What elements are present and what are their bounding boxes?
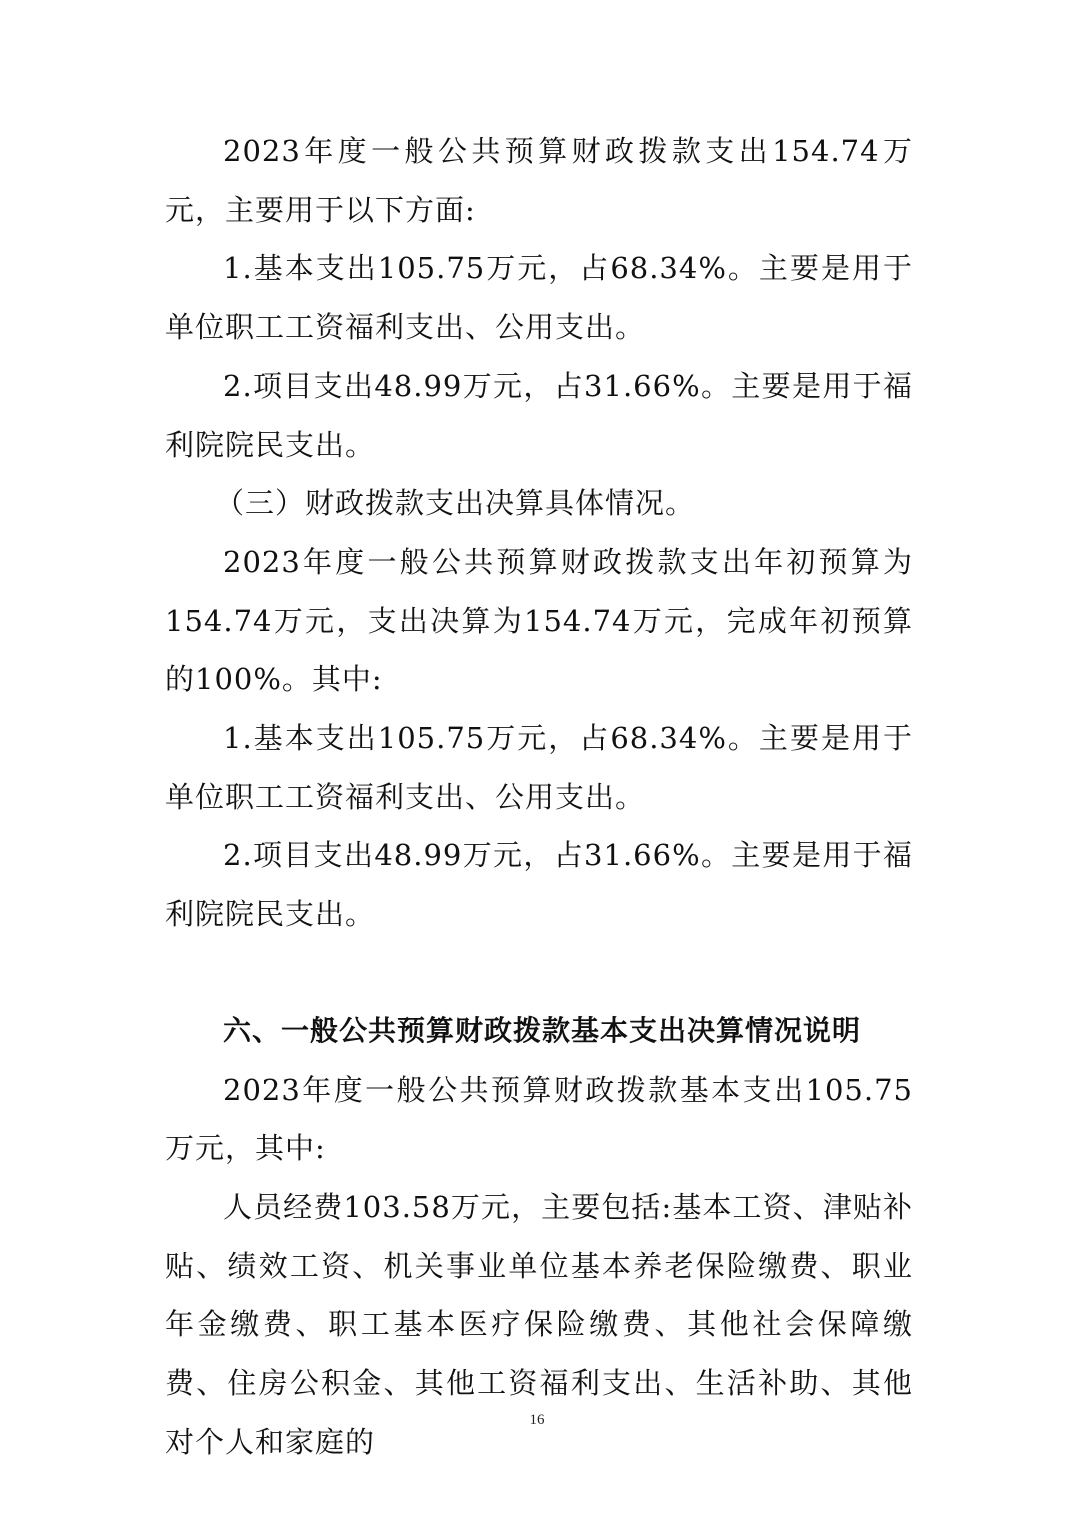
section-heading: 六、一般公共预算财政拨款基本支出决算情况说明 xyxy=(223,1013,862,1047)
paragraph-project-expenditure: 2.项目支出48.99万元，占31.66%。主要是用于福利院院民支出。 xyxy=(165,368,913,462)
paragraph-basic-expenditure-total: 2023年度一般公共预算财政拨款基本支出105.75万元，其中: xyxy=(165,1072,913,1166)
page-content xyxy=(165,122,913,1471)
paragraph-budget-completion: 2023年度一般公共预算财政拨款支出年初预算为154.74万元，支出决算为154.74万元，完成年初预算的100%。其中: xyxy=(165,544,913,697)
paragraph-project-expenditure-2: 2.项目支出48.99万元，占31.66%。主要是用于福利院院民支出。 xyxy=(165,838,913,932)
subsection-title: （三）财政拨款支出决算具体情况。 xyxy=(215,486,696,521)
paragraph-basic-expenditure: 1.基本支出105.75万元，占68.34%。主要是用于单位职工工资福利支出、公用支出。 xyxy=(165,251,913,345)
paragraph-total-expenditure: 2023年度一般公共预算财政拨款支出154.74万元，主要用于以下方面: xyxy=(165,134,913,227)
paragraph-basic-expenditure-2: 1.基本支出105.75万元，占68.34%。主要是用于单位职工工资福利支出、公用支出。 xyxy=(165,721,913,814)
page-number: 16 xyxy=(529,1412,545,1428)
paragraph-personnel-costs: 人员经费103.58万元，主要包括:基本工资、津贴补贴、绩效工资、机关事业单位基本养老保险缴费、职业年金缴费、职工基本医疗保险缴费、其他社会保障缴费、住房公积金、其他工资福利支出、生活补助、其他对个人和家庭的 xyxy=(165,1189,913,1459)
